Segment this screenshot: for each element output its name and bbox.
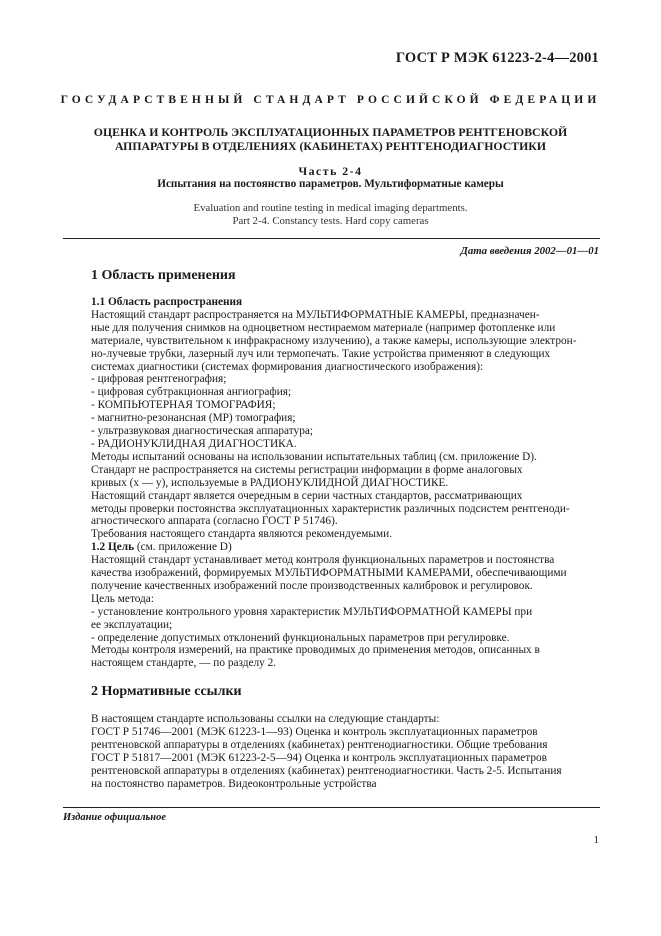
paragraph-line: Методы контроля измерений, на практике проводимых до применения методов, описанных в (91, 644, 540, 657)
publication-note: Издание официальное (63, 812, 167, 823)
paragraph-line: получение качественных изображений после производственных калибровок и регулировок. (91, 579, 533, 592)
english-title (0, 202, 661, 227)
reference-line: на постоянство параметров. Видеоконтрольные устройства (91, 777, 377, 790)
paragraph-line: ные для получения снимков на одноцветном нестираемом материале (например фотопленке или (91, 321, 556, 334)
list-item: - ультразвуковая диагностическая аппаратура; (91, 425, 314, 438)
reference-line: ГОСТ Р 51817—2001 (МЭК 61223-2-5—94) Оценка и контроль эксплуатационных параметров (91, 751, 548, 764)
paragraph-line: Настоящий стандарт распространяется на МУЛЬТИФОРМАТНЫЕ КАМЕРЫ, предназначен- (91, 308, 540, 321)
subsection-heading-line (91, 541, 601, 554)
english-title-line: Evaluation and routine testing in medical imaging departments. (193, 202, 468, 214)
section-heading: 1 Область применения (91, 268, 236, 283)
list-item: - магнитно-резонансная (МР) томография; (91, 412, 296, 425)
title-line: АППАРАТУРЫ В ОТДЕЛЕНИЯХ (КАБИНЕТАХ) РЕНТГЕНОДИАГНОСТИКИ (114, 139, 547, 153)
part-title: Испытания на постоянство параметров. Мультиформатные камеры (157, 178, 504, 190)
part-label: Часть 2-4 (298, 164, 363, 178)
section-heading: 2 Нормативные ссылки (91, 684, 242, 699)
paragraph-line: кривых (x — y), используемые в РАДИОНУКЛИДНОЙ ДИАГНОСТИКЕ. (91, 476, 449, 489)
section2-body (91, 713, 601, 790)
paragraph-line: Методы испытаний основаны на использовании испытательных таблиц (см. приложение D). (91, 450, 537, 463)
introduction-date: Дата введения 2002—01—01 (460, 245, 599, 257)
state-standard-heading: ГОСУДАРСТВЕННЫЙ СТАНДАРТ РОССИЙСКОЙ ФЕДЕРАЦИИ (60, 94, 601, 106)
paragraph-line: Настоящий стандарт является очередным в серии частных стандартов, рассматривающих (91, 489, 523, 502)
section1-body (91, 296, 601, 670)
reference-line: рентгеновской аппаратуры в отделениях (кабинетах) рентгенодиагностики. Часть 2-5. Испытания (91, 764, 562, 777)
list-item: - РАДИОНУКЛИДНАЯ ДИАГНОСТИКА. (91, 437, 297, 450)
paragraph-line: материале, чувствительном к инфракрасному излучению), а также камеры, использующие электрон- (91, 334, 577, 347)
page-number: 1 (593, 834, 599, 846)
paragraph-line: Настоящий стандарт устанавливает метод контроля функциональных параметров и постоянства (91, 554, 555, 567)
subsection-heading: 1.2 Цель (91, 541, 135, 554)
list-item: - КОМПЬЮТЕРНАЯ ТОМОГРАФИЯ; (91, 399, 276, 412)
paragraph-line: качества изображений, формируемых МУЛЬТИФОРМАТНЫМИ КАМЕРАМИ, обеспечивающими (91, 567, 567, 580)
paragraph-line: системах диагностики (системах формирования диагностического изображения): (91, 360, 484, 373)
footer-divider (63, 807, 600, 808)
paragraph-line: Стандарт не распространяется на системы регистрации информации в форме аналоговых (91, 463, 523, 476)
paragraph-line: но-лучевые трубки, лазерный луч или термопечать. Такие устройства применяют в следующих (91, 347, 551, 360)
list-item: - установление контрольного уровня характеристик МУЛЬТИФОРМАТНОЙ КАМЕРЫ при (91, 605, 533, 618)
paragraph-line: Требования настоящего стандарта являются рекомендуемыми. (91, 528, 393, 541)
paragraph-line: В настоящем стандарте использованы ссылки на следующие стандарты: (91, 713, 440, 725)
paragraph-line: агностического аппарата (согласно ГОСТ Р 51746). (91, 515, 338, 528)
subsection-reference: (см. приложение D) (134, 541, 232, 554)
reference-line: ГОСТ Р 51746—2001 (МЭК 61223-1—93) Оценка и контроль эксплуатационных параметров (91, 725, 538, 738)
paragraph-line: методы проверки постоянства эксплуатационных характеристик различных подсистем рентгеноди- (91, 502, 570, 515)
list-item: ее эксплуатации; (91, 618, 173, 631)
subsection-heading: 1.1 Область распространения (91, 296, 243, 308)
paragraph-line: настоящем стандарте, — по разделу 2. (91, 657, 277, 670)
list-item: - цифровая субтракционная ангиография; (91, 386, 292, 399)
document-code: ГОСТ Р МЭК 61223-2-4—2001 (395, 50, 599, 66)
reference-line: рентгеновской аппаратуры в отделениях (кабинетах) рентгенодиагностики. Общие требования (91, 738, 548, 751)
document-title (60, 125, 601, 153)
paragraph-line: Цель метода: (91, 592, 154, 605)
list-item: - цифровая рентгенография; (91, 373, 227, 386)
title-line: ОЦЕНКА И КОНТРОЛЬ ЭКСПЛУАТАЦИОННЫХ ПАРАМЕТРОВ РЕНТГЕНОВСКОЙ (93, 125, 568, 139)
header-divider (63, 238, 600, 239)
list-item: - определение допустимых отклонений функциональных параметров при регулировке. (91, 631, 510, 644)
english-title-line: Part 2-4. Constancy tests. Hard copy cameras (232, 214, 429, 227)
